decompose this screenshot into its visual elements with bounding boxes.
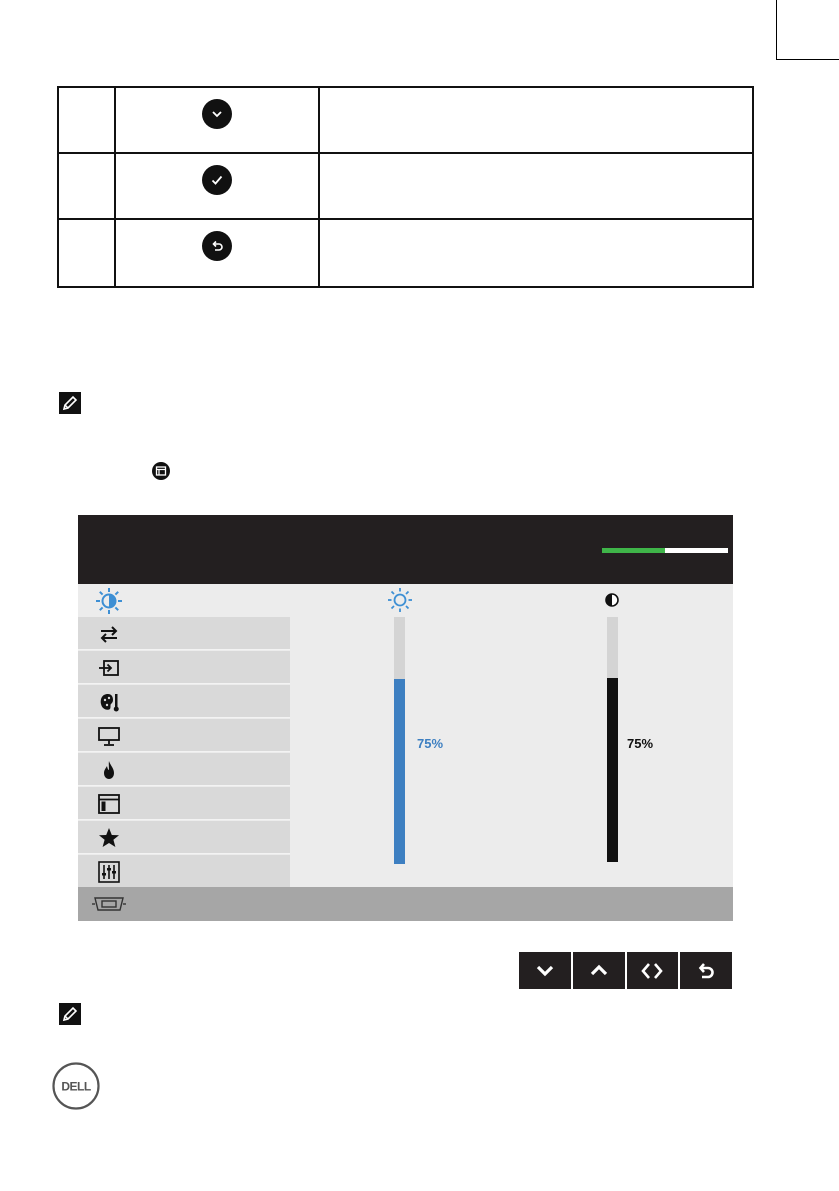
crop-mark [776, 0, 777, 60]
menu-item-others[interactable] [78, 855, 290, 888]
osd-header [78, 515, 733, 584]
menu-item-personalize[interactable] [78, 821, 290, 854]
header-progress-bar [602, 548, 728, 553]
osd-menu [78, 617, 290, 887]
dell-logo [52, 1062, 100, 1110]
energy-icon [98, 759, 120, 781]
menu-icon [152, 462, 170, 480]
table-row [59, 88, 752, 154]
row-description [320, 154, 752, 218]
brightness-icon [387, 587, 413, 613]
osd-tab-row [78, 584, 733, 617]
row-number [59, 88, 116, 152]
note-pencil-icon [59, 392, 81, 414]
menu-item-input-source[interactable] [78, 651, 290, 684]
table-row [59, 154, 752, 220]
menu-item-display[interactable] [78, 719, 290, 752]
contrast-slider-fill [607, 678, 618, 862]
menu-item-auto-adjust[interactable] [78, 617, 290, 650]
note-pencil-icon [59, 1003, 81, 1025]
osd-screen [78, 515, 733, 921]
monitor-port-icon [91, 895, 127, 913]
color-icon [98, 691, 120, 713]
osd-footer [78, 887, 733, 921]
menu-item-color[interactable] [78, 685, 290, 718]
dell-logo-text: DELL [61, 1079, 91, 1094]
left-right-icon [640, 959, 664, 983]
contrast-icon [605, 593, 619, 607]
button-table [57, 86, 754, 288]
chevron-down-icon [202, 99, 232, 129]
header-progress-fill [602, 548, 665, 553]
menu-item-energy[interactable] [78, 753, 290, 786]
display-icon [98, 725, 120, 747]
left-right-button[interactable] [627, 952, 679, 989]
back-arrow-icon [202, 231, 232, 261]
brightness-slider-fill [394, 679, 405, 864]
auto-adjust-icon [98, 623, 120, 645]
input-source-icon [98, 657, 120, 679]
personalize-icon [98, 827, 120, 849]
up-button[interactable] [573, 952, 625, 989]
brightness-slider[interactable] [394, 617, 405, 864]
contrast-slider[interactable] [607, 617, 618, 862]
row-description [320, 220, 752, 286]
crop-mark [776, 59, 839, 60]
chevron-up-icon [587, 959, 611, 983]
contrast-value: 75% [627, 736, 654, 751]
row-number [59, 154, 116, 218]
menu-icon [98, 793, 120, 815]
down-button[interactable] [519, 952, 571, 989]
navigation-buttons [519, 952, 732, 989]
row-description [320, 88, 752, 152]
row-number [59, 220, 116, 286]
menu-item-menu[interactable] [78, 787, 290, 820]
back-button[interactable] [680, 952, 732, 989]
back-icon [694, 959, 718, 983]
brightness-value: 75% [417, 736, 444, 751]
brightness-contrast-icon[interactable] [95, 587, 123, 615]
others-icon [98, 861, 120, 883]
checkmark-icon [202, 165, 232, 195]
chevron-down-icon [533, 959, 557, 983]
table-row [59, 220, 752, 286]
